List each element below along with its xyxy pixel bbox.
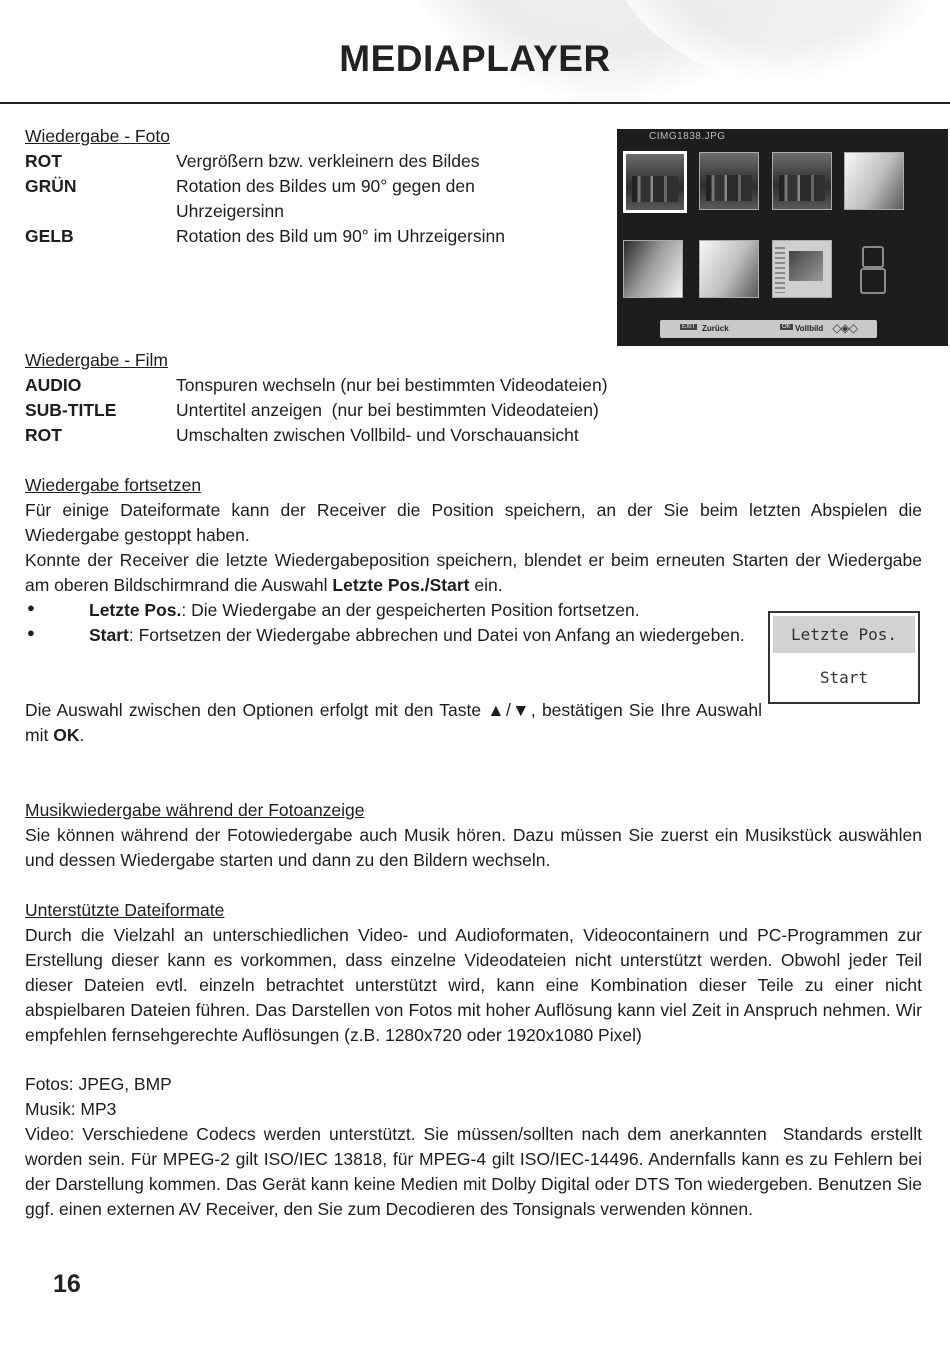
resume-menu-illustration (768, 611, 920, 704)
definition-key: SUB-TITLE (25, 400, 117, 420)
definition-key: ROT (25, 151, 62, 171)
title-divider (0, 102, 950, 104)
bullet-item (89, 598, 759, 623)
menu-option-last-position: Letzte Pos. (773, 616, 915, 653)
photo-thumbnail (699, 152, 759, 210)
digit-segment-bottom (860, 268, 886, 294)
menu-option-start: Start (819, 668, 869, 687)
mediaplayer-screenshot (617, 129, 948, 346)
text-run: ein. (469, 575, 503, 595)
resume-paragraph (25, 548, 922, 598)
bullet-icon: ● (27, 600, 35, 615)
definition-key: ROT (25, 425, 62, 445)
page-title: MEDIAPLAYER (339, 38, 611, 79)
formats-video: Video: Verschiedene Codecs werden unterstützt. Sie müssen/sollten nach dem anerkannten Standards erstellt worden sein. Für MPEG-2 gilt ISO/IEC 13818, für MPEG-4 gilt ISO/IEC-14496. Andernfalls kann es zu Fehlern bei der Darstellung kommen. Das Gerät kann keine Medien mit Dolby Digital oder DTS Ton wiedergeben. Benutzen Sie ggf. einen externen AV Receiver, den Sie zum Decodieren des Tonsignals verwenden können. (25, 1124, 927, 1219)
fullscreen-label: Vollbild (795, 324, 824, 333)
resume-paragraph (25, 698, 762, 748)
screenshot-filename: CIMG1838.JPG (649, 131, 726, 142)
resume-paragraph: Für einige Dateiformate kann der Receiver die Position speichern, an der Sie beim letzten Abspielen die Wiedergabe gestoppt haben. (25, 500, 922, 545)
text-run: : Fortsetzen der Wiedergabe abbrechen und Datei von Anfang an wiedergeben. (128, 625, 745, 645)
bullet-icon: ● (27, 625, 35, 640)
definition-value: Umschalten zwischen Vollbild- und Vorschauansicht (176, 425, 579, 445)
photo-thumbnail (772, 240, 832, 298)
text-run-bold: Start (89, 625, 129, 645)
photo-thumbnail (699, 240, 759, 298)
definition-row (25, 398, 655, 423)
definition-value: Untertitel anzeigen (nur bei bestimmten Videodateien) (176, 400, 599, 420)
definition-row (25, 149, 655, 174)
photo-thumbnail (623, 240, 683, 298)
text-run: : Die Wiedergabe an der gespeicherten Position fortsetzen. (181, 600, 640, 620)
definition-value: Vergrößern bzw. verkleinern des Bildes (176, 151, 480, 171)
page-number: 16 (53, 1270, 81, 1298)
definition-row (25, 224, 655, 249)
digit-thumbnail (844, 240, 902, 296)
formats-paragraph: Durch die Vielzahl an unterschiedlichen Video- und Audioformaten, Videocontainern und PC-Programmen zur Erstellung dieser kann es vorkommen, dass einzelne Videodateien nicht unterstützt werden. Obwohl jeder Teil dieser Dateien evtl. einzeln betrachtet unterstützt wird, kann eine Kombination dieser Teile zu einer nicht abspielbaren Dateien führen. Das Darstellen von Fotos mit hoher Auflösung kann viel Zeit in Anspruch nehmen. Wir empfehlen fernsehgerechte Auflösungen (z.B. 1280x720 oder 1920x1080 Pixel) (25, 925, 922, 1045)
definition-key: GELB (25, 226, 74, 246)
text-run-bold: Letzte Pos./Start (332, 575, 470, 595)
text-run: Konnte der Receiver die letzte Wiedergabeposition speichern, blendet er beim erneuten Starten der Wiedergabe am oberen Bildschirmrand die Auswahl (25, 550, 922, 595)
definition-key: AUDIO (25, 375, 82, 395)
text-run: Die Auswahl zwischen den Optionen erfolgt mit den Taste ▲/▼, bestätigen Sie Ihre Auswahl mit (25, 700, 762, 745)
back-label: Zurück (702, 324, 729, 333)
definition-value: Tonspuren wechseln (nur bei bestimmten Videodateien) (176, 375, 608, 395)
digit-segment-top (862, 246, 884, 268)
definition-value: Rotation des Bildes um 90° gegen den Uhrzeigersinn (176, 176, 475, 221)
definition-row (25, 373, 655, 398)
exit-key-icon: EXIT (682, 324, 696, 330)
section-heading-film: Wiedergabe - Film (25, 350, 168, 370)
definition-key: GRÜN (25, 176, 77, 196)
photo-thumbnail (844, 152, 904, 210)
section-heading-photo: Wiedergabe - Foto (25, 126, 170, 146)
formats-music: Musik: MP3 (25, 1099, 117, 1119)
navigation-arrows-icon: ◇◈◇ (832, 321, 857, 335)
music-paragraph: Sie können während der Fotowiedergabe auch Musik hören. Dazu müssen Sie zuerst ein Musikstück auswählen und dessen Wiedergabe starten und dann zu den Bildern wechseln. (25, 825, 922, 870)
section-heading-music: Musikwiedergabe während der Fotoanzeige (25, 800, 365, 820)
text-run-bold: Letzte Pos. (89, 600, 182, 620)
ok-key-icon: OK (782, 324, 791, 330)
photo-thumbnail (772, 152, 832, 210)
definition-row (25, 174, 655, 224)
screenshot-control-bar (660, 320, 877, 338)
bullet-item (89, 623, 760, 648)
formats-photos: Fotos: JPEG, BMP (25, 1074, 172, 1094)
definition-row (25, 423, 655, 448)
text-run: . (79, 725, 85, 745)
section-heading-resume: Wiedergabe fortsetzen (25, 475, 202, 495)
text-run-bold: OK (53, 725, 80, 745)
definition-value: Rotation des Bild um 90° im Uhrzeigersinn (176, 226, 505, 246)
section-heading-formats: Unterstützte Dateiformate (25, 900, 225, 920)
photo-thumbnail-selected (623, 151, 687, 213)
